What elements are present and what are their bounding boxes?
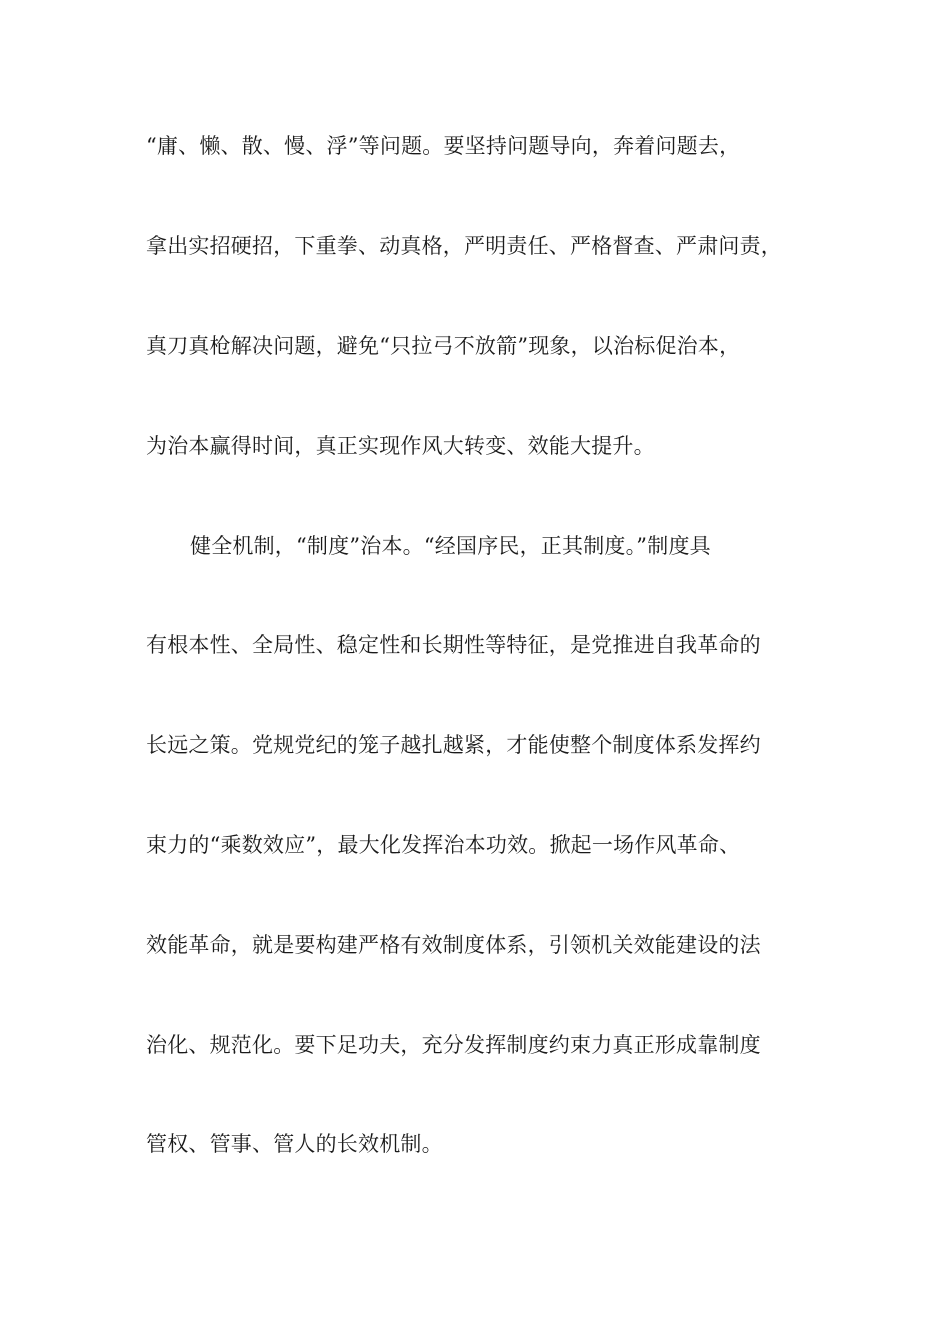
- paragraph-line: 真刀真枪解决问题，避免“只拉弓不放箭”现象，以治标促治本，: [146, 334, 741, 358]
- paragraph-line: 拿出实招硬招，下重拳、动真格，严明责任、严格督查、严肃问责，: [146, 234, 782, 258]
- paragraph-line: 管权、管事、管人的长效机制。: [146, 1132, 443, 1156]
- paragraph-line: 长远之策。党规党纪的笼子越扎越紧，才能使整个制度体系发挥约: [146, 733, 761, 757]
- paragraph-line: 健全机制，“制度”治本。“经国序民，正其制度。”制度具: [190, 534, 711, 558]
- paragraph-line: 有根本性、全局性、稳定性和长期性等特征，是党推进自我革命的: [146, 633, 761, 657]
- paragraph-line: 治化、规范化。要下足功夫，充分发挥制度约束力真正形成靠制度: [146, 1033, 761, 1057]
- paragraph-line: 束力的“乘数效应”，最大化发挥治本功效。掀起一场作风革命、: [146, 833, 741, 857]
- paragraph-line: 效能革命，就是要构建严格有效制度体系，引领机关效能建设的法: [146, 933, 761, 957]
- paragraph-line: 为治本赢得时间，真正实现作风大转变、效能大提升。: [146, 434, 655, 458]
- paragraph-line: “庸、懒、散、慢、浮”等问题。要坚持问题导向，奔着问题去，: [146, 134, 741, 158]
